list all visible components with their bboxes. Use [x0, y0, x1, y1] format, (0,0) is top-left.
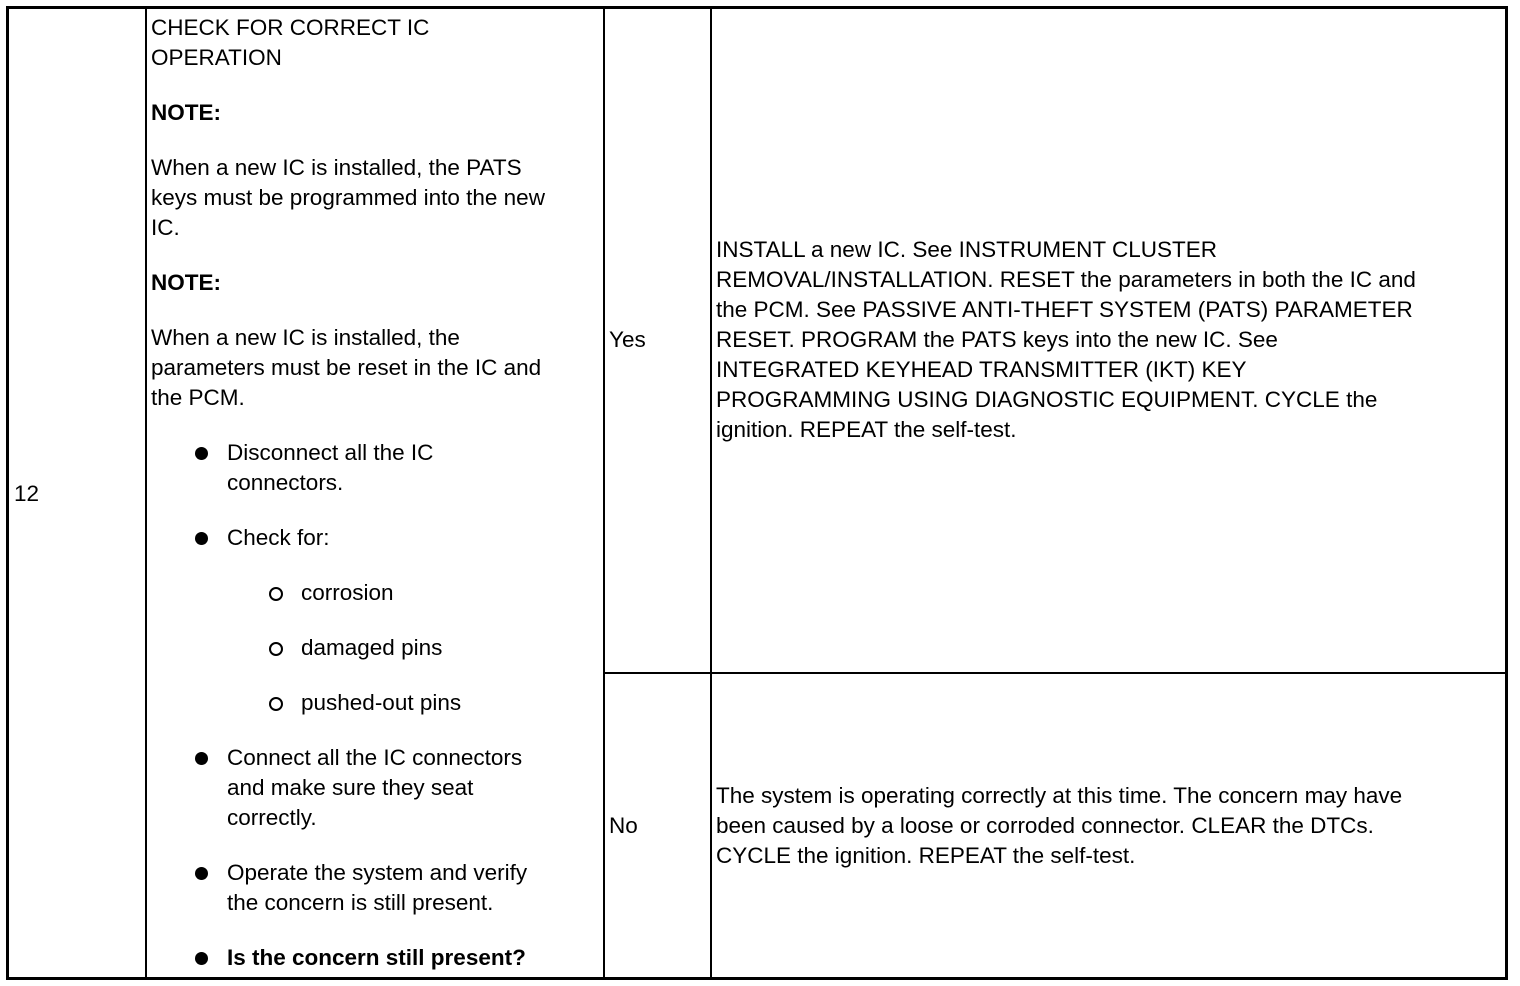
row-divider-yes-no: [605, 672, 1505, 674]
sub-bullet-corrosion: corrosion: [301, 580, 394, 605]
column-divider-action: [603, 9, 605, 977]
note-text-2-line1: When a new IC is installed, the: [151, 325, 460, 350]
bullet-disconnect-line2: connectors.: [227, 470, 344, 495]
bullet-connect-line2: and make sure they seat: [227, 775, 474, 800]
answer-yes-line: RESET. PROGRAM the PATS keys into the new IC. See: [716, 327, 1278, 352]
bullet-connect-line1: Connect all the IC connectors: [227, 745, 523, 770]
note-text-2-line3: the PCM.: [151, 385, 245, 410]
bullet-dot: [195, 867, 208, 880]
sub-bullet-damaged-pins: damaged pins: [301, 635, 443, 660]
note-text-1-line3: IC.: [151, 215, 180, 240]
note-text-1-line2: keys must be programmed into the new: [151, 185, 545, 210]
column-divider-result: [710, 9, 712, 977]
bullet-dot: [195, 532, 208, 545]
sub-bullet-circle: [269, 697, 283, 711]
note-text-1-line1: When a new IC is installed, the PATS: [151, 155, 522, 180]
answer-yes-line: REMOVAL/INSTALLATION. RESET the parameters in both the IC and: [716, 267, 1416, 292]
answer-no-line: CYCLE the ignition. REPEAT the self-test.: [716, 843, 1136, 868]
step-title-line2: OPERATION: [151, 45, 282, 70]
answer-no-label: No: [609, 813, 638, 838]
note-text-2-line2: parameters must be reset in the IC and: [151, 355, 542, 380]
bullet-question: Is the concern still present?: [227, 945, 526, 970]
bullet-dot: [195, 752, 208, 765]
step-number: 12: [14, 481, 40, 506]
bullet-operate-line1: Operate the system and verify: [227, 860, 528, 885]
bullet-connect-line3: correctly.: [227, 805, 317, 830]
answer-yes-line: INSTALL a new IC. See INSTRUMENT CLUSTER: [716, 237, 1217, 262]
answer-yes-label: Yes: [609, 327, 646, 352]
note-label-1: NOTE:: [151, 100, 221, 125]
answer-yes-line: INTEGRATED KEYHEAD TRANSMITTER (IKT) KEY: [716, 357, 1247, 382]
answer-no-line: The system is operating correctly at this time. The concern may have: [716, 783, 1403, 808]
bullet-disconnect-line1: Disconnect all the IC: [227, 440, 434, 465]
bullet-operate-line2: the concern is still present.: [227, 890, 494, 915]
answer-yes-line: PROGRAMMING USING DIAGNOSTIC EQUIPMENT. CYCLE the: [716, 387, 1378, 412]
step-title-line1: CHECK FOR CORRECT IC: [151, 15, 430, 40]
answer-yes-line: the PCM. See PASSIVE ANTI-THEFT SYSTEM (PATS) PARAMETER: [716, 297, 1413, 322]
sub-bullet-circle: [269, 642, 283, 656]
answer-no-line: been caused by a loose or corroded connector. CLEAR the DTCs.: [716, 813, 1374, 838]
bullet-dot: [195, 447, 208, 460]
bullet-dot: [195, 952, 208, 965]
sub-bullet-circle: [269, 587, 283, 601]
sub-bullet-pushed-out-pins: pushed-out pins: [301, 690, 462, 715]
column-divider-step: [145, 9, 147, 977]
note-label-2: NOTE:: [151, 270, 221, 295]
bullet-check-for: Check for:: [227, 525, 330, 550]
answer-yes-line: ignition. REPEAT the self-test.: [716, 417, 1017, 442]
